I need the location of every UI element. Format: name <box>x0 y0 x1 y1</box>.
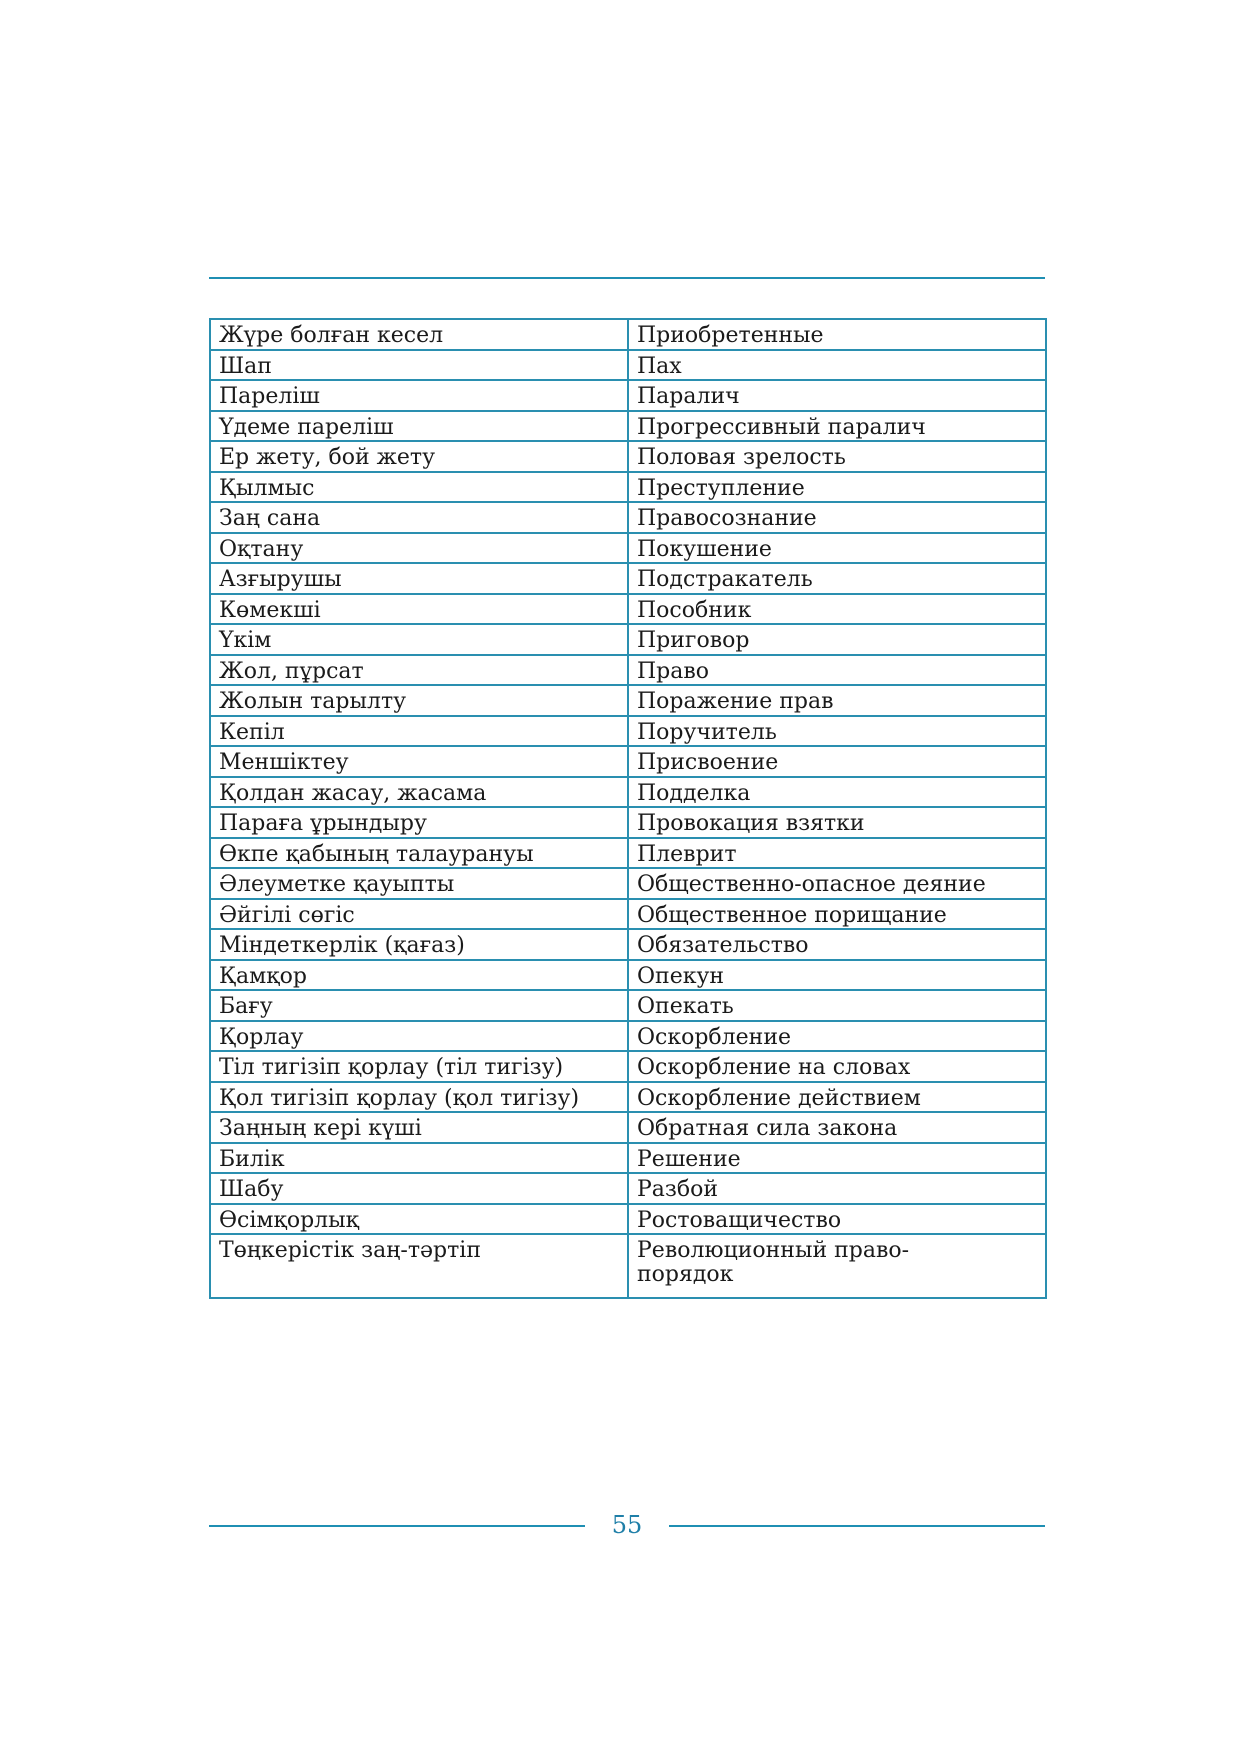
term-kazakh: Өкпе қабының талауpануы <box>210 838 628 869</box>
term-kazakh: Заңның кері күші <box>210 1112 628 1143</box>
table-row <box>210 1112 1046 1143</box>
term-kazakh: Үкім <box>210 624 628 655</box>
term-kazakh: Бағу <box>210 990 628 1021</box>
term-russian: Оскорбление действием <box>628 1082 1046 1113</box>
page-number: 55 <box>611 1511 643 1539</box>
term-kazakh: Параға ұрындыру <box>210 807 628 838</box>
table-row <box>210 1173 1046 1204</box>
table-row <box>210 807 1046 838</box>
table-row <box>210 1204 1046 1235</box>
term-russian: Революционный право- порядок <box>628 1234 1046 1298</box>
table-row <box>210 472 1046 503</box>
table-row <box>210 838 1046 869</box>
table-row <box>210 1051 1046 1082</box>
table-row <box>210 1234 1046 1298</box>
table-row <box>210 960 1046 991</box>
term-russian: Преступление <box>628 472 1046 503</box>
term-russian: Подстракатель <box>628 563 1046 594</box>
table-row <box>210 411 1046 442</box>
table-row <box>210 319 1046 350</box>
table-row <box>210 594 1046 625</box>
term-russian: Подделка <box>628 777 1046 808</box>
term-russian: Поражение прав <box>628 685 1046 716</box>
table-row <box>210 350 1046 381</box>
term-kazakh: Жүре болған кесел <box>210 319 628 350</box>
header-rule <box>209 277 1045 279</box>
term-kazakh: Қолдан жасау, жасама <box>210 777 628 808</box>
term-russian: Общественно-опасное деяние <box>628 868 1046 899</box>
term-kazakh: Қылмыс <box>210 472 628 503</box>
term-russian: Паралич <box>628 380 1046 411</box>
term-russian: Правосознание <box>628 502 1046 533</box>
table-row <box>210 1143 1046 1174</box>
table-row <box>210 990 1046 1021</box>
table-row <box>210 868 1046 899</box>
page-footer <box>209 1508 1045 1548</box>
term-russian: Плеврит <box>628 838 1046 869</box>
term-kazakh: Өсімқорлық <box>210 1204 628 1235</box>
term-russian: Обязательство <box>628 929 1046 960</box>
term-kazakh: Төңкерістік заң-тәртіп <box>210 1234 628 1298</box>
term-kazakh: Қорлау <box>210 1021 628 1052</box>
table-row <box>210 746 1046 777</box>
term-kazakh: Қамқор <box>210 960 628 991</box>
term-kazakh: Тіл тигізіп қорлау (тіл тигізу) <box>210 1051 628 1082</box>
table-row <box>210 441 1046 472</box>
glossary-body <box>210 319 1046 1298</box>
term-russian: Обратная сила закона <box>628 1112 1046 1143</box>
term-russian: Пособник <box>628 594 1046 625</box>
term-kazakh: Шап <box>210 350 628 381</box>
footer-rule-left <box>209 1525 585 1527</box>
term-kazakh: Кепіл <box>210 716 628 747</box>
term-kazakh: Билік <box>210 1143 628 1174</box>
glossary-table <box>209 318 1047 1299</box>
term-russian: Поручитель <box>628 716 1046 747</box>
term-russian: Опекун <box>628 960 1046 991</box>
term-russian: Решение <box>628 1143 1046 1174</box>
term-russian: Общественное порищание <box>628 899 1046 930</box>
term-russian: Приобретенные <box>628 319 1046 350</box>
term-russian: Провокация взятки <box>628 807 1046 838</box>
term-russian: Оскорбление на словах <box>628 1051 1046 1082</box>
term-kazakh: Заң сана <box>210 502 628 533</box>
table-row <box>210 563 1046 594</box>
term-russian: Присвоение <box>628 746 1046 777</box>
term-russian: Половая зрелость <box>628 441 1046 472</box>
footer-rule-right <box>669 1525 1045 1527</box>
term-kazakh: Қол тигізіп қорлау (қол тигізу) <box>210 1082 628 1113</box>
term-russian: Приговор <box>628 624 1046 655</box>
term-russian: Оскорбление <box>628 1021 1046 1052</box>
term-kazakh: Жолын тарылту <box>210 685 628 716</box>
term-kazakh: Әлеуметке қауыпты <box>210 868 628 899</box>
term-kazakh: Оқтану <box>210 533 628 564</box>
table-row <box>210 777 1046 808</box>
term-russian: Право <box>628 655 1046 686</box>
term-kazakh: Жол, пұрсат <box>210 655 628 686</box>
table-row <box>210 1021 1046 1052</box>
table-row <box>210 929 1046 960</box>
table-row <box>210 380 1046 411</box>
term-russian: Покушение <box>628 533 1046 564</box>
term-russian: Ростовaщичество <box>628 1204 1046 1235</box>
term-kazakh: Міндеткерлік (қағаз) <box>210 929 628 960</box>
term-russian: Опекать <box>628 990 1046 1021</box>
table-row <box>210 716 1046 747</box>
term-kazakh: Үдеме пареліш <box>210 411 628 442</box>
table-row <box>210 1082 1046 1113</box>
term-kazakh: Азғырушы <box>210 563 628 594</box>
table-row <box>210 624 1046 655</box>
term-russian: Прогрессивный паралич <box>628 411 1046 442</box>
table-row <box>210 533 1046 564</box>
table-row <box>210 502 1046 533</box>
table-row <box>210 899 1046 930</box>
term-kazakh: Әйгілі сөгіс <box>210 899 628 930</box>
term-russian: Пах <box>628 350 1046 381</box>
term-kazakh: Шабу <box>210 1173 628 1204</box>
term-kazakh: Көмекші <box>210 594 628 625</box>
term-kazakh: Ер жету, бой жету <box>210 441 628 472</box>
term-kazakh: Пареліш <box>210 380 628 411</box>
term-russian: Разбой <box>628 1173 1046 1204</box>
table-row <box>210 685 1046 716</box>
term-kazakh: Меншіктеу <box>210 746 628 777</box>
table-row <box>210 655 1046 686</box>
